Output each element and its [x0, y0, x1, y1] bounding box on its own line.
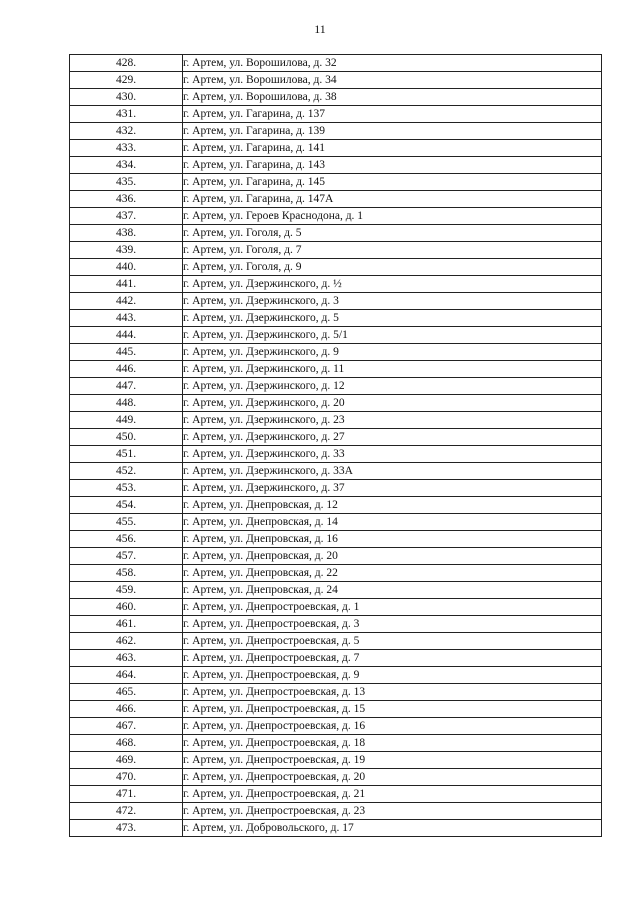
table-row — [70, 174, 602, 191]
address-cell: г. Артем, ул. Днепростроевская, д. 5 — [183, 633, 602, 650]
address-cell: г. Артем, ул. Дзержинского, д. 5/1 — [183, 327, 602, 344]
address-cell: г. Артем, ул. Гоголя, д. 5 — [183, 225, 602, 242]
row-number-cell: 432. — [70, 123, 183, 140]
table-row — [70, 429, 602, 446]
address-cell: г. Артем, ул. Ворошилова, д. 32 — [183, 55, 602, 72]
address-cell: г. Артем, ул. Дзержинского, д. 12 — [183, 378, 602, 395]
address-cell: г. Артем, ул. Дзержинского, д. 3 — [183, 293, 602, 310]
table-row — [70, 106, 602, 123]
table-row — [70, 769, 602, 786]
address-cell: г. Артем, ул. Гагарина, д. 137 — [183, 106, 602, 123]
row-number-cell: 463. — [70, 650, 183, 667]
row-number-cell: 441. — [70, 276, 183, 293]
table-row — [70, 157, 602, 174]
table-row — [70, 701, 602, 718]
row-number-cell: 450. — [70, 429, 183, 446]
row-number-cell: 451. — [70, 446, 183, 463]
address-cell: г. Артем, ул. Днепровская, д. 20 — [183, 548, 602, 565]
row-number-cell: 454. — [70, 497, 183, 514]
address-cell: г. Артем, ул. Дзержинского, д. 27 — [183, 429, 602, 446]
row-number-cell: 455. — [70, 514, 183, 531]
row-number-cell: 470. — [70, 769, 183, 786]
address-cell: г. Артем, ул. Дзержинского, д. 23 — [183, 412, 602, 429]
row-number-cell: 444. — [70, 327, 183, 344]
address-cell: г. Артем, ул. Гагарина, д. 145 — [183, 174, 602, 191]
address-cell: г. Артем, ул. Дзержинского, д. 37 — [183, 480, 602, 497]
address-cell: г. Артем, ул. Днепростроевская, д. 20 — [183, 769, 602, 786]
address-cell: г. Артем, ул. Ворошилова, д. 34 — [183, 72, 602, 89]
table-row — [70, 208, 602, 225]
address-cell: г. Артем, ул. Днепростроевская, д. 9 — [183, 667, 602, 684]
row-number-cell: 460. — [70, 599, 183, 616]
table-row — [70, 412, 602, 429]
address-cell: г. Артем, ул. Гагарина, д. 143 — [183, 157, 602, 174]
row-number-cell: 456. — [70, 531, 183, 548]
table-row — [70, 565, 602, 582]
row-number-cell: 448. — [70, 395, 183, 412]
table-row — [70, 72, 602, 89]
table-row — [70, 497, 602, 514]
table-row — [70, 225, 602, 242]
row-number-cell: 471. — [70, 786, 183, 803]
row-number-cell: 439. — [70, 242, 183, 259]
address-cell: г. Артем, ул. Днепровская, д. 14 — [183, 514, 602, 531]
address-cell: г. Артем, ул. Днепровская, д. 12 — [183, 497, 602, 514]
row-number-cell: 443. — [70, 310, 183, 327]
address-cell: г. Артем, ул. Дзержинского, д. ½ — [183, 276, 602, 293]
row-number-cell: 440. — [70, 259, 183, 276]
address-table — [69, 54, 602, 837]
row-number-cell: 428. — [70, 55, 183, 72]
row-number-cell: 452. — [70, 463, 183, 480]
row-number-cell: 449. — [70, 412, 183, 429]
table-row — [70, 259, 602, 276]
row-number-cell: 467. — [70, 718, 183, 735]
address-cell: г. Артем, ул. Днепростроевская, д. 15 — [183, 701, 602, 718]
table-row — [70, 752, 602, 769]
row-number-cell: 465. — [70, 684, 183, 701]
table-row — [70, 327, 602, 344]
table-row — [70, 89, 602, 106]
address-cell: г. Артем, ул. Героев Краснодона, д. 1 — [183, 208, 602, 225]
row-number-cell: 447. — [70, 378, 183, 395]
table-row — [70, 786, 602, 803]
table-row — [70, 650, 602, 667]
table-row — [70, 531, 602, 548]
row-number-cell: 459. — [70, 582, 183, 599]
table-row — [70, 140, 602, 157]
table-row — [70, 548, 602, 565]
table-row — [70, 820, 602, 837]
table-row — [70, 735, 602, 752]
row-number-cell: 436. — [70, 191, 183, 208]
address-cell: г. Артем, ул. Дзержинского, д. 33А — [183, 463, 602, 480]
address-cell: г. Артем, ул. Днепростроевская, д. 3 — [183, 616, 602, 633]
row-number-cell: 457. — [70, 548, 183, 565]
page-number: 11 — [314, 22, 326, 36]
row-number-cell: 429. — [70, 72, 183, 89]
table-row — [70, 718, 602, 735]
row-number-cell: 431. — [70, 106, 183, 123]
table-row — [70, 378, 602, 395]
table-row — [70, 395, 602, 412]
table-row — [70, 684, 602, 701]
address-cell: г. Артем, ул. Дзержинского, д. 5 — [183, 310, 602, 327]
row-number-cell: 462. — [70, 633, 183, 650]
table-row — [70, 803, 602, 820]
address-cell: г. Артем, ул. Ворошилова, д. 38 — [183, 89, 602, 106]
address-cell: г. Артем, ул. Гагарина, д. 147А — [183, 191, 602, 208]
row-number-cell: 446. — [70, 361, 183, 378]
table-row — [70, 361, 602, 378]
table-row — [70, 446, 602, 463]
row-number-cell: 433. — [70, 140, 183, 157]
row-number-cell: 472. — [70, 803, 183, 820]
table-row — [70, 633, 602, 650]
address-cell: г. Артем, ул. Днепровская, д. 22 — [183, 565, 602, 582]
address-cell: г. Артем, ул. Днепростроевская, д. 19 — [183, 752, 602, 769]
address-cell: г. Артем, ул. Днепровская, д. 16 — [183, 531, 602, 548]
address-cell: г. Артем, ул. Днепростроевская, д. 18 — [183, 735, 602, 752]
address-cell: г. Артем, ул. Гагарина, д. 139 — [183, 123, 602, 140]
row-number-cell: 473. — [70, 820, 183, 837]
table-body — [70, 55, 602, 837]
table-row — [70, 667, 602, 684]
row-number-cell: 464. — [70, 667, 183, 684]
address-cell: г. Артем, ул. Днепростроевская, д. 1 — [183, 599, 602, 616]
row-number-cell: 430. — [70, 89, 183, 106]
row-number-cell: 438. — [70, 225, 183, 242]
address-cell: г. Артем, ул. Дзержинского, д. 9 — [183, 344, 602, 361]
row-number-cell: 466. — [70, 701, 183, 718]
address-cell: г. Артем, ул. Гоголя, д. 7 — [183, 242, 602, 259]
table-row — [70, 293, 602, 310]
address-cell: г. Артем, ул. Днепростроевская, д. 16 — [183, 718, 602, 735]
row-number-cell: 437. — [70, 208, 183, 225]
address-cell: г. Артем, ул. Гагарина, д. 141 — [183, 140, 602, 157]
row-number-cell: 445. — [70, 344, 183, 361]
address-cell: г. Артем, ул. Днепростроевская, д. 7 — [183, 650, 602, 667]
table-row — [70, 276, 602, 293]
row-number-cell: 434. — [70, 157, 183, 174]
address-cell: г. Артем, ул. Днепростроевская, д. 23 — [183, 803, 602, 820]
table-row — [70, 55, 602, 72]
row-number-cell: 468. — [70, 735, 183, 752]
address-cell: г. Артем, ул. Днепростроевская, д. 13 — [183, 684, 602, 701]
row-number-cell: 458. — [70, 565, 183, 582]
address-cell: г. Артем, ул. Дзержинского, д. 11 — [183, 361, 602, 378]
table-row — [70, 514, 602, 531]
row-number-cell: 442. — [70, 293, 183, 310]
table-row — [70, 582, 602, 599]
row-number-cell: 453. — [70, 480, 183, 497]
row-number-cell: 469. — [70, 752, 183, 769]
address-cell: г. Артем, ул. Дзержинского, д. 20 — [183, 395, 602, 412]
address-cell: г. Артем, ул. Добровольского, д. 17 — [183, 820, 602, 837]
table-row — [70, 616, 602, 633]
table-row — [70, 310, 602, 327]
address-cell: г. Артем, ул. Гоголя, д. 9 — [183, 259, 602, 276]
table-row — [70, 344, 602, 361]
address-cell: г. Артем, ул. Днепростроевская, д. 21 — [183, 786, 602, 803]
table-row — [70, 191, 602, 208]
table-row — [70, 123, 602, 140]
address-cell: г. Артем, ул. Днепровская, д. 24 — [183, 582, 602, 599]
row-number-cell: 461. — [70, 616, 183, 633]
address-cell: г. Артем, ул. Дзержинского, д. 33 — [183, 446, 602, 463]
row-number-cell: 435. — [70, 174, 183, 191]
table-row — [70, 463, 602, 480]
table-row — [70, 480, 602, 497]
table-row — [70, 599, 602, 616]
table-row — [70, 242, 602, 259]
